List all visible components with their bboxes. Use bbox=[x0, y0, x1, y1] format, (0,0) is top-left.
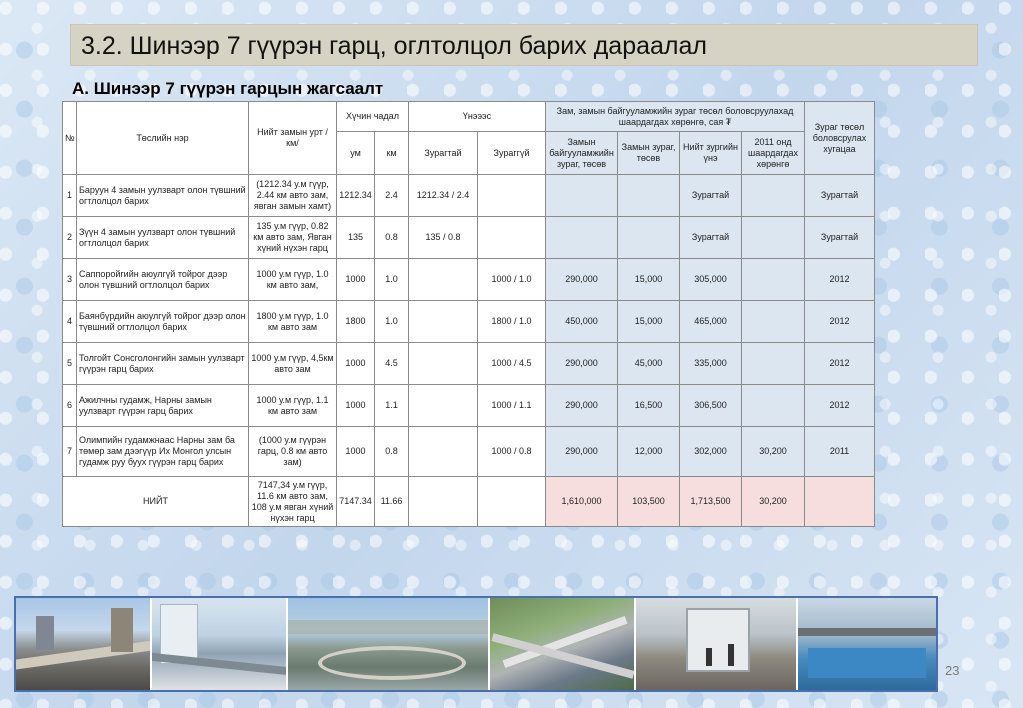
total-drawn bbox=[409, 477, 478, 527]
cell-length: (1000 у.м гүүрэн гарц, 0.8 км авто зам) bbox=[249, 427, 337, 477]
table-row bbox=[63, 301, 875, 343]
header-cost-undrawn: Зураггүй bbox=[478, 132, 546, 175]
cell-y2011 bbox=[742, 175, 805, 217]
cell-um: 1000 bbox=[337, 343, 375, 385]
cell-facility: 290,000 bbox=[546, 259, 618, 301]
header-length: Нийт замын урт /км/ bbox=[249, 102, 337, 175]
cell-y2011 bbox=[742, 259, 805, 301]
cell-road bbox=[618, 217, 680, 259]
cell-name: Ажилчны гудамж, Нарны замын уулзварт гүүрэн гарц барих bbox=[77, 385, 249, 427]
cell-facility: 290,000 bbox=[546, 343, 618, 385]
cell-road: 12,000 bbox=[618, 427, 680, 477]
cell-facility: 290,000 bbox=[546, 427, 618, 477]
cell-undrawn: 1800 / 1.0 bbox=[478, 301, 546, 343]
table-row bbox=[63, 217, 875, 259]
cell-name: Баянбүрдийн аюулгүй тойрог дээр олон түвшний огтлолцол барих bbox=[77, 301, 249, 343]
cell-no: 5 bbox=[63, 343, 77, 385]
cell-length: 1800 у.м гүүр, 1.0 км авто зам bbox=[249, 301, 337, 343]
cell-no: 3 bbox=[63, 259, 77, 301]
cell-length: 1000 у.м гүүр, 1.0 км авто зам, bbox=[249, 259, 337, 301]
cell-km: 1.0 bbox=[375, 259, 409, 301]
header-capacity: Хүчин чадал bbox=[337, 102, 409, 132]
cell-um: 1212.34 bbox=[337, 175, 375, 217]
cell-total: 302,000 bbox=[680, 427, 742, 477]
cell-total: Зурагтай bbox=[680, 217, 742, 259]
header-funding-total: Нийт зургийн үнэ bbox=[680, 132, 742, 175]
cell-facility bbox=[546, 217, 618, 259]
header-cost-drawn: Зурагтай bbox=[409, 132, 478, 175]
header-funding: Зам, замын байгууламжийн зураг төсөл боловсруулахад шаардагдах хөрөнгө, сая ₮ bbox=[546, 102, 805, 132]
cell-km: 0.8 bbox=[375, 217, 409, 259]
cell-undrawn bbox=[478, 175, 546, 217]
cell-km: 4.5 bbox=[375, 343, 409, 385]
total-deadline bbox=[805, 477, 875, 527]
slide-title: 3.2. Шинээр 7 гүүрэн гарц, оглтолцол барих дараалал bbox=[70, 24, 978, 66]
cell-total: 335,000 bbox=[680, 343, 742, 385]
cell-um: 135 bbox=[337, 217, 375, 259]
total-undrawn bbox=[478, 477, 546, 527]
cell-undrawn: 1000 / 1.0 bbox=[478, 259, 546, 301]
total-length: 7147,34 у.м гүүр, 11.6 км авто зам, 108 у.м явган хүний нүхэн гарц bbox=[249, 477, 337, 527]
page-number: 23 bbox=[945, 663, 960, 678]
cell-road: 45,000 bbox=[618, 343, 680, 385]
table-row bbox=[63, 259, 875, 301]
cell-no: 1 bbox=[63, 175, 77, 217]
table-row bbox=[63, 427, 875, 477]
cell-no: 4 bbox=[63, 301, 77, 343]
cell-deadline: Зурагтай bbox=[805, 175, 875, 217]
cell-deadline: 2012 bbox=[805, 385, 875, 427]
cell-deadline: 2012 bbox=[805, 259, 875, 301]
cell-road bbox=[618, 175, 680, 217]
total-km: 11.66 bbox=[375, 477, 409, 527]
cell-road: 15,000 bbox=[618, 259, 680, 301]
cell-length: 1000 у.м гүүр, 1.1 км авто зам bbox=[249, 385, 337, 427]
bridge-rendering-photo bbox=[152, 598, 288, 690]
table-row bbox=[63, 343, 875, 385]
cell-length: 1000 у.м гүүр, 4,5км авто зам bbox=[249, 343, 337, 385]
header-name: Төслийн нэр bbox=[77, 102, 249, 175]
cell-no: 2 bbox=[63, 217, 77, 259]
cell-total: 465,000 bbox=[680, 301, 742, 343]
cell-undrawn: 1000 / 4.5 bbox=[478, 343, 546, 385]
total-row bbox=[63, 477, 875, 527]
cell-length: 135 у.м гүүр, 0.82 км авто зам, Явган хүний нүхэн гарц bbox=[249, 217, 337, 259]
cell-length: (1212.34 у.м гүүр, 2.44 км авто зам, явган замын хамт) bbox=[249, 175, 337, 217]
total-y2011: 30,200 bbox=[742, 477, 805, 527]
total-facility: 1,610,000 bbox=[546, 477, 618, 527]
cell-um: 1800 bbox=[337, 301, 375, 343]
cell-road: 15,000 bbox=[618, 301, 680, 343]
total-um: 7147.34 bbox=[337, 477, 375, 527]
cell-y2011: 30,200 bbox=[742, 427, 805, 477]
cell-km: 1.0 bbox=[375, 301, 409, 343]
cell-km: 0.8 bbox=[375, 427, 409, 477]
cell-y2011 bbox=[742, 301, 805, 343]
project-photo-strip bbox=[14, 596, 938, 692]
header-funding-facility: Замын байгууламжийн зураг, төсөв bbox=[546, 132, 618, 175]
cell-total: 305,000 bbox=[680, 259, 742, 301]
bridge-photo bbox=[16, 598, 152, 690]
table-row bbox=[63, 175, 875, 217]
header-funding-road: Замын зураг, төсөв bbox=[618, 132, 680, 175]
cell-name: Толгойт Сонсголонгийн замын уулзварт гүүрэн гарц барих bbox=[77, 343, 249, 385]
cell-total: Зурагтай bbox=[680, 175, 742, 217]
cell-name: Олимпийн гудамжнаас Нарны зам ба төмөр зам дээгүүр Их Монгол улсын гудамж руу буух гүүрэн гарц барих bbox=[77, 427, 249, 477]
cell-undrawn: 1000 / 0.8 bbox=[478, 427, 546, 477]
interchange-aerial-photo bbox=[288, 598, 490, 690]
cell-facility: 290,000 bbox=[546, 385, 618, 427]
cell-drawn bbox=[409, 259, 478, 301]
cell-name: Зүүн 4 замын уулзварт олон түвшний огтлолцол барих bbox=[77, 217, 249, 259]
cell-um: 1000 bbox=[337, 259, 375, 301]
total-label: НИЙТ bbox=[63, 477, 249, 527]
cell-um: 1000 bbox=[337, 427, 375, 477]
cell-deadline: Зурагтай bbox=[805, 217, 875, 259]
cell-um: 1000 bbox=[337, 385, 375, 427]
cell-km: 1.1 bbox=[375, 385, 409, 427]
cell-drawn bbox=[409, 343, 478, 385]
cell-drawn bbox=[409, 301, 478, 343]
total-total: 1,713,500 bbox=[680, 477, 742, 527]
header-no: № bbox=[63, 102, 77, 175]
header-cost: Үнэээс bbox=[409, 102, 546, 132]
cell-no: 7 bbox=[63, 427, 77, 477]
total-road: 103,500 bbox=[618, 477, 680, 527]
cell-drawn: 1212.34 / 2.4 bbox=[409, 175, 478, 217]
table-row bbox=[63, 385, 875, 427]
cell-km: 2.4 bbox=[375, 175, 409, 217]
cell-drawn bbox=[409, 385, 478, 427]
footbridge-rendering-photo bbox=[798, 598, 936, 690]
cell-facility: 450,000 bbox=[546, 301, 618, 343]
cell-deadline: 2012 bbox=[805, 301, 875, 343]
cell-name: Баруун 4 замын уулзварт олон түвшний огтлолцол барих bbox=[77, 175, 249, 217]
cell-drawn: 135 / 0.8 bbox=[409, 217, 478, 259]
cell-y2011 bbox=[742, 217, 805, 259]
cell-drawn bbox=[409, 427, 478, 477]
table-subtitle: А. Шинээр 7 гүүрэн гарцын жагсаалт bbox=[72, 79, 384, 98]
header-funding-2011: 2011 онд шаардагдах хөрөнгө bbox=[742, 132, 805, 175]
cell-undrawn bbox=[478, 217, 546, 259]
cell-road: 16,500 bbox=[618, 385, 680, 427]
cell-undrawn: 1000 / 1.1 bbox=[478, 385, 546, 427]
cell-facility bbox=[546, 175, 618, 217]
cell-no: 6 bbox=[63, 385, 77, 427]
cell-y2011 bbox=[742, 343, 805, 385]
cell-deadline: 2011 bbox=[805, 427, 875, 477]
cell-name: Саппоройгийн аюулгүй тойрог дээр олон түвшний огтлолцол барих bbox=[77, 259, 249, 301]
interchange-rendering-photo bbox=[490, 598, 636, 690]
header-capacity-um: ум bbox=[337, 132, 375, 175]
projects-table bbox=[62, 101, 875, 527]
cell-deadline: 2012 bbox=[805, 343, 875, 385]
header-deadline: Зураг төсөл боловсрулах хугацаа bbox=[805, 102, 875, 175]
cell-total: 306,500 bbox=[680, 385, 742, 427]
header-capacity-km: км bbox=[375, 132, 409, 175]
pedestrian-tunnel-photo bbox=[636, 598, 798, 690]
cell-y2011 bbox=[742, 385, 805, 427]
